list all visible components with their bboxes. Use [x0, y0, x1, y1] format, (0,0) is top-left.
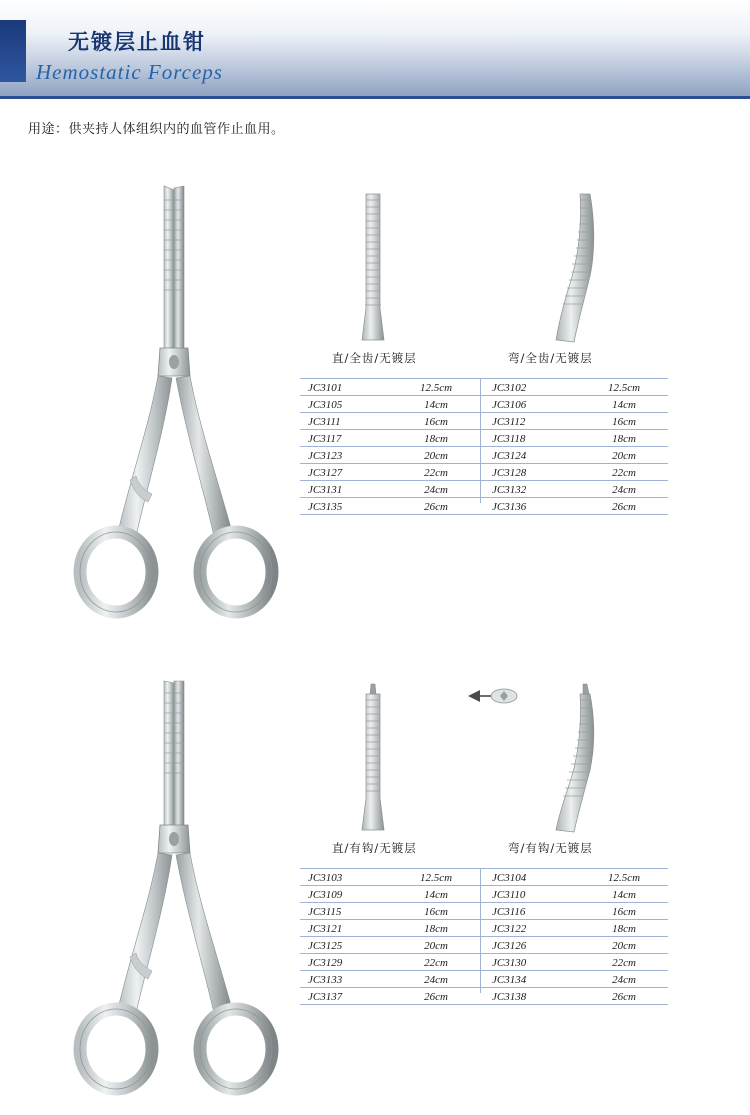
cell-code-right: JC3102: [480, 379, 580, 396]
product-section-hooked: [0, 660, 750, 1100]
table-row: [300, 464, 668, 481]
cell-code-left: JC3125: [300, 937, 392, 954]
cell-code-right: JC3118: [480, 430, 580, 447]
cell-size-left: 12.5cm: [392, 379, 480, 396]
cell-code-left: JC3111: [300, 413, 392, 430]
page-title-en: Hemostatic Forceps: [36, 60, 223, 84]
tip-illustration-curved-hooked: [540, 680, 596, 840]
cell-code-left: JC3121: [300, 920, 392, 937]
cell-code-left: JC3127: [300, 464, 392, 481]
cell-size-right: 16cm: [580, 903, 668, 920]
cell-size-left: 18cm: [392, 920, 480, 937]
cell-code-left: JC3109: [300, 886, 392, 903]
cell-size-left: 16cm: [392, 903, 480, 920]
cell-size-left: 12.5cm: [392, 869, 480, 886]
cell-code-right: JC3130: [480, 954, 580, 971]
cell-code-right: JC3128: [480, 464, 580, 481]
header-divider: [0, 96, 750, 99]
table-row: [300, 430, 668, 447]
spec-table-hooked: [300, 868, 668, 1005]
cell-size-right: 14cm: [580, 396, 668, 413]
cell-size-right: 22cm: [580, 464, 668, 481]
product-section-full-tooth: [0, 160, 750, 680]
cell-size-right: 26cm: [580, 498, 668, 515]
cell-size-right: 20cm: [580, 447, 668, 464]
table-row: [300, 498, 668, 515]
cell-size-left: 26cm: [392, 498, 480, 515]
cell-size-left: 20cm: [392, 447, 480, 464]
cell-code-left: JC3123: [300, 447, 392, 464]
cell-code-left: JC3133: [300, 971, 392, 988]
cell-size-left: 24cm: [392, 481, 480, 498]
tip-illustration-straight-full-tooth: [350, 190, 398, 350]
table-row: [300, 396, 668, 413]
cell-code-right: JC3132: [480, 481, 580, 498]
cell-code-right: JC3104: [480, 869, 580, 886]
table-row: [300, 971, 668, 988]
cell-code-left: JC3135: [300, 498, 392, 515]
caption-straight-1: 直/全齿/无镀层: [332, 351, 417, 365]
cell-size-left: 16cm: [392, 413, 480, 430]
table-row: [300, 937, 668, 954]
cell-code-left: JC3137: [300, 988, 392, 1005]
table-column-divider: [480, 868, 481, 993]
table-row: [300, 954, 668, 971]
cell-code-right: JC3134: [480, 971, 580, 988]
cell-code-left: JC3103: [300, 869, 392, 886]
header-accent-bar: [0, 20, 26, 82]
cell-size-right: 18cm: [580, 430, 668, 447]
tip-illustration-straight-hooked: [350, 680, 398, 840]
cell-size-left: 26cm: [392, 988, 480, 1005]
cell-size-right: 24cm: [580, 971, 668, 988]
page-title-cn: 无镀层止血钳: [68, 30, 206, 54]
cell-size-left: 14cm: [392, 886, 480, 903]
cell-code-right: JC3112: [480, 413, 580, 430]
cell-code-left: JC3115: [300, 903, 392, 920]
cell-code-right: JC3116: [480, 903, 580, 920]
cell-code-right: JC3138: [480, 988, 580, 1005]
forceps-illustration-straight: [60, 180, 300, 660]
cell-code-right: JC3106: [480, 396, 580, 413]
cell-code-left: JC3131: [300, 481, 392, 498]
cell-code-left: JC3101: [300, 379, 392, 396]
cell-size-left: 22cm: [392, 464, 480, 481]
spec-table-full-tooth: [300, 378, 668, 515]
cell-code-right: JC3110: [480, 886, 580, 903]
cell-size-right: 18cm: [580, 920, 668, 937]
cell-size-right: 20cm: [580, 937, 668, 954]
cell-size-right: 12.5cm: [580, 869, 668, 886]
page-footer-spacer: [0, 1098, 750, 1104]
cell-code-right: JC3126: [480, 937, 580, 954]
cell-size-right: 16cm: [580, 413, 668, 430]
detail-arrow-icon: [466, 684, 520, 710]
page-header: [0, 0, 750, 96]
table-row: [300, 988, 668, 1005]
table-row: [300, 447, 668, 464]
cell-size-left: 20cm: [392, 937, 480, 954]
cell-code-right: JC3136: [480, 498, 580, 515]
cell-code-right: JC3122: [480, 920, 580, 937]
cell-size-right: 26cm: [580, 988, 668, 1005]
cell-size-right: 22cm: [580, 954, 668, 971]
cell-size-left: 24cm: [392, 971, 480, 988]
table-row: [300, 886, 668, 903]
cell-code-left: JC3117: [300, 430, 392, 447]
table-row: [300, 903, 668, 920]
cell-code-left: JC3105: [300, 396, 392, 413]
cell-code-left: JC3129: [300, 954, 392, 971]
caption-curved-2: 弯/有钩/无镀层: [508, 841, 593, 855]
usage-description: 用途：供夹持人体组织内的血管作止血用。: [28, 122, 285, 137]
table-row: [300, 869, 668, 886]
table-row: [300, 379, 668, 396]
table-row: [300, 920, 668, 937]
caption-straight-2: 直/有钩/无镀层: [332, 841, 417, 855]
cell-size-right: 12.5cm: [580, 379, 668, 396]
table-row: [300, 481, 668, 498]
cell-size-left: 14cm: [392, 396, 480, 413]
table-column-divider: [480, 378, 481, 503]
cell-size-right: 24cm: [580, 481, 668, 498]
cell-size-right: 14cm: [580, 886, 668, 903]
tip-illustration-curved-full-tooth: [540, 190, 596, 350]
cell-size-left: 18cm: [392, 430, 480, 447]
table-row: [300, 413, 668, 430]
cell-code-right: JC3124: [480, 447, 580, 464]
cell-size-left: 22cm: [392, 954, 480, 971]
forceps-illustration-hooked: [60, 675, 300, 1115]
caption-curved-1: 弯/全齿/无镀层: [508, 351, 593, 365]
